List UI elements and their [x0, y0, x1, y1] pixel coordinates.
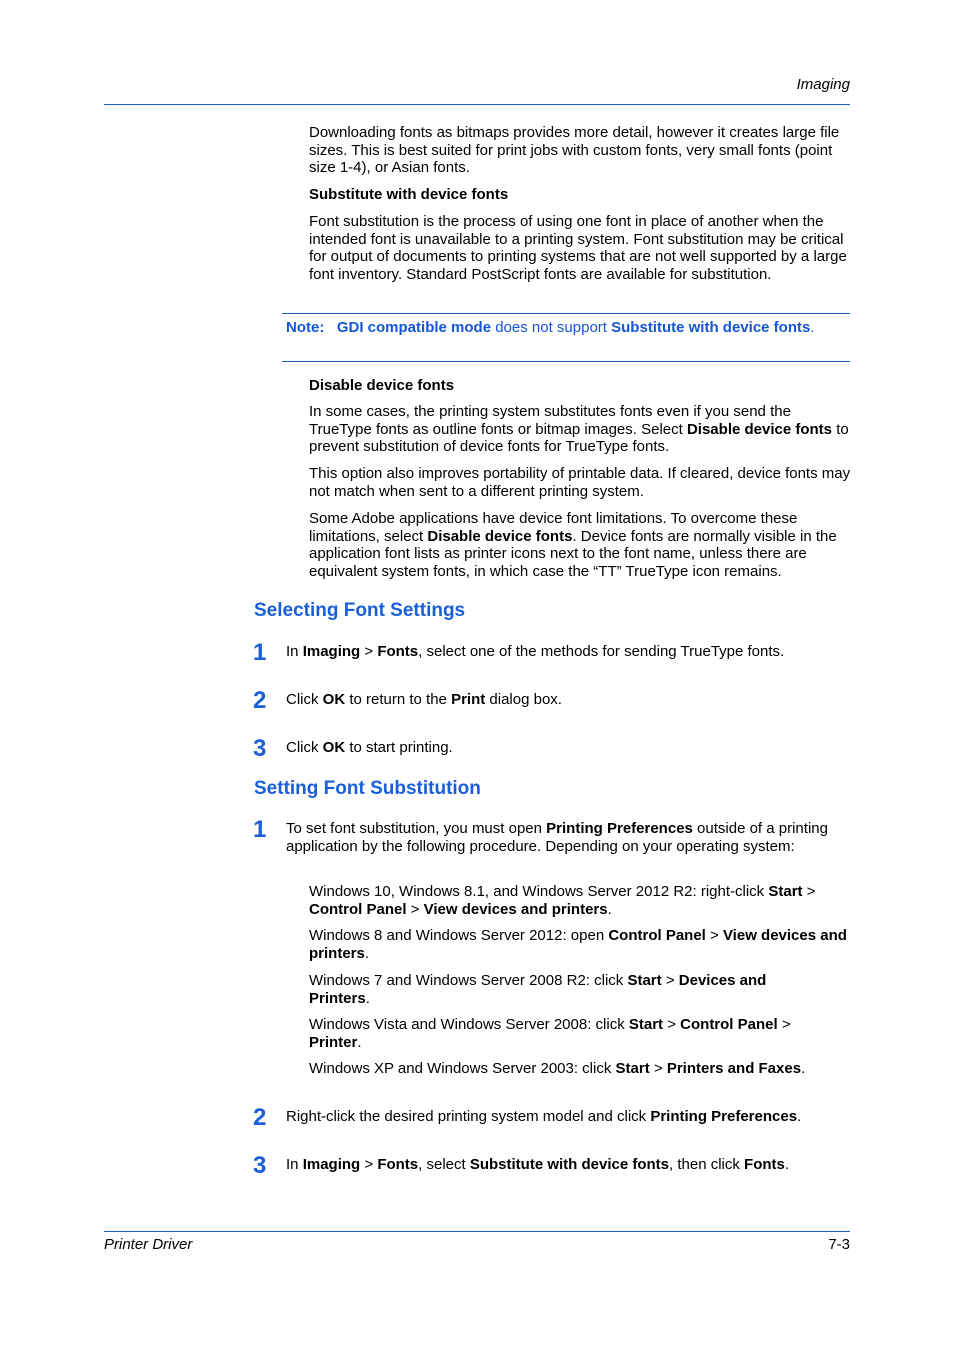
step-text — [286, 643, 846, 661]
text: > — [406, 900, 424, 918]
bold-ok: OK — [322, 739, 346, 756]
bold-fonts: Fonts — [377, 1156, 419, 1173]
bold-start: Start — [627, 972, 662, 989]
text: > — [360, 643, 378, 660]
step-number: 1 — [253, 816, 266, 843]
text: to return to the — [345, 691, 452, 708]
step-text — [286, 820, 831, 855]
text: > — [661, 972, 679, 989]
bold-view-devices: View devices and printers — [309, 927, 847, 962]
os-instruction — [309, 1016, 834, 1051]
text: > — [663, 1016, 681, 1033]
footer-rule — [104, 1231, 850, 1232]
os-instruction — [309, 883, 854, 918]
bold-start: Start — [768, 883, 803, 900]
text: Right-click the desired printing system model and click — [286, 1108, 651, 1125]
bold-printers-faxes: Printers and Faxes — [666, 1060, 802, 1077]
note-substitute: Substitute with device fonts — [611, 319, 811, 336]
bold-disable-device-fonts: Disable device fonts — [686, 420, 833, 438]
step-text — [286, 739, 846, 757]
text: > — [777, 1016, 791, 1033]
bold-imaging: Imaging — [302, 643, 361, 660]
paragraph-disable-2: This option also improves portability of printable data. If cleared, device fonts may not match when sent to a different printing system. — [309, 465, 851, 500]
bold-fonts: Fonts — [744, 1156, 785, 1173]
text: > — [802, 883, 816, 900]
section-heading-setting: Setting Font Substitution — [254, 778, 481, 799]
bold-control-panel: Control Panel — [608, 927, 706, 944]
step-text — [286, 1156, 846, 1174]
text: . — [607, 900, 612, 918]
note-gdi-mode: GDI compatible mode — [336, 319, 492, 336]
paragraph-disable-1 — [309, 403, 851, 456]
os-instruction — [309, 927, 854, 962]
bold-view-devices: View devices and printers — [423, 900, 608, 918]
bold-control-panel: Control Panel — [680, 1016, 778, 1033]
text: . — [364, 944, 370, 962]
note-label: Note: — [286, 319, 325, 336]
step-number: 2 — [253, 687, 266, 714]
text: , select one of the methods for sending TrueType fonts. — [418, 643, 785, 660]
bold-print: Print — [451, 691, 486, 708]
text: In — [286, 1156, 303, 1173]
os-instruction — [309, 1060, 854, 1078]
text: > — [360, 1156, 378, 1173]
bold-printing-preferences: Printing Preferences — [546, 820, 693, 837]
note-box — [286, 319, 826, 337]
bold-start: Start — [628, 1016, 664, 1033]
bold-fonts: Fonts — [377, 643, 419, 660]
note-top-rule — [282, 313, 850, 314]
step-text — [286, 1108, 846, 1126]
step-text — [286, 691, 846, 709]
section-heading-selecting: Selecting Font Settings — [254, 600, 466, 621]
text: , select — [418, 1156, 470, 1173]
footer-page-number: 7-3 — [828, 1236, 850, 1253]
note-end: . — [810, 319, 815, 336]
text: > — [649, 1060, 667, 1077]
text: In some cases, the printing system substitutes fonts even if you send the TrueType fonts as outline fonts or bitmap images. Select — [309, 403, 791, 438]
text: . — [365, 989, 370, 1007]
text: . — [801, 1060, 806, 1077]
step-number: 3 — [253, 1152, 266, 1179]
bold-substitute: Substitute with device fonts — [469, 1156, 670, 1173]
text: . Device fonts are normally visible in the application font lists as printer icons next to the font name, unless there are equivalent system fonts, in which case the “TT” TrueType icon remains. — [309, 527, 837, 580]
text: Windows XP and Windows Server 2003: click — [309, 1060, 616, 1077]
note-text: does not support — [491, 319, 612, 336]
paragraph-font-substitution: Font substitution is the process of using one font in place of another when the intended font is unavailable to a printing system. Font substitution may be critical for output of documents to printing systems that are not well supported by a large font inventory. Standard PostScript fonts are available for substitution. — [309, 213, 847, 283]
text: to start printing. — [345, 739, 453, 756]
bold-disable-device-fonts: Disable device fonts — [427, 527, 573, 545]
text: Windows 10, Windows 8.1, and Windows Server 2012 R2: right-click — [309, 883, 769, 900]
paragraph-disable-3 — [309, 510, 851, 580]
bold-control-panel: Control Panel — [309, 900, 407, 918]
subheading-substitute: Substitute with device fonts — [309, 186, 509, 203]
bold-start: Start — [615, 1060, 650, 1077]
text: Click — [286, 739, 323, 756]
step-number: 1 — [253, 639, 266, 666]
text: Windows 7 and Windows Server 2008 R2: click — [309, 972, 628, 989]
step-number: 2 — [253, 1104, 266, 1131]
text: Windows 8 and Windows Server 2012: open — [309, 927, 609, 944]
text: dialog box. — [485, 691, 562, 708]
text: To set font substitution, you must open — [286, 820, 547, 837]
text: Some Adobe applications have device font limitations. To overcome these limitations, select — [309, 510, 798, 545]
paragraph-bitmap-fonts: Downloading fonts as bitmaps provides more detail, however it creates large file sizes. This is best suited for print jobs with custom fonts, very small fonts (point size 1-4), or Asian fonts. — [309, 124, 840, 176]
footer-document-title: Printer Driver — [104, 1236, 193, 1253]
text: Click — [286, 691, 323, 708]
subheading-disable: Disable device fonts — [309, 377, 455, 394]
header-rule — [104, 104, 850, 105]
bold-printer: Printer — [309, 1033, 358, 1051]
bold-printing-preferences: Printing Preferences — [650, 1108, 798, 1125]
running-header-title: Imaging — [796, 76, 850, 93]
text: . — [357, 1033, 362, 1051]
bold-imaging: Imaging — [302, 1156, 361, 1173]
bold-ok: OK — [322, 691, 346, 708]
text: outside of a printing application by the following procedure. Depending on your operating system: — [286, 820, 828, 855]
text: . — [797, 1108, 802, 1125]
text: In — [286, 643, 303, 660]
text: > — [705, 927, 723, 944]
os-instruction — [309, 972, 809, 1007]
text: . — [784, 1156, 790, 1173]
step-number: 3 — [253, 735, 266, 762]
bold-devices-printers: Devices and Printers — [309, 972, 767, 1007]
text: Windows Vista and Windows Server 2008: click — [309, 1016, 629, 1033]
note-bottom-rule — [282, 361, 850, 362]
text: to prevent substitution of device fonts for TrueType fonts. — [309, 420, 849, 455]
text: , then click — [669, 1156, 745, 1173]
